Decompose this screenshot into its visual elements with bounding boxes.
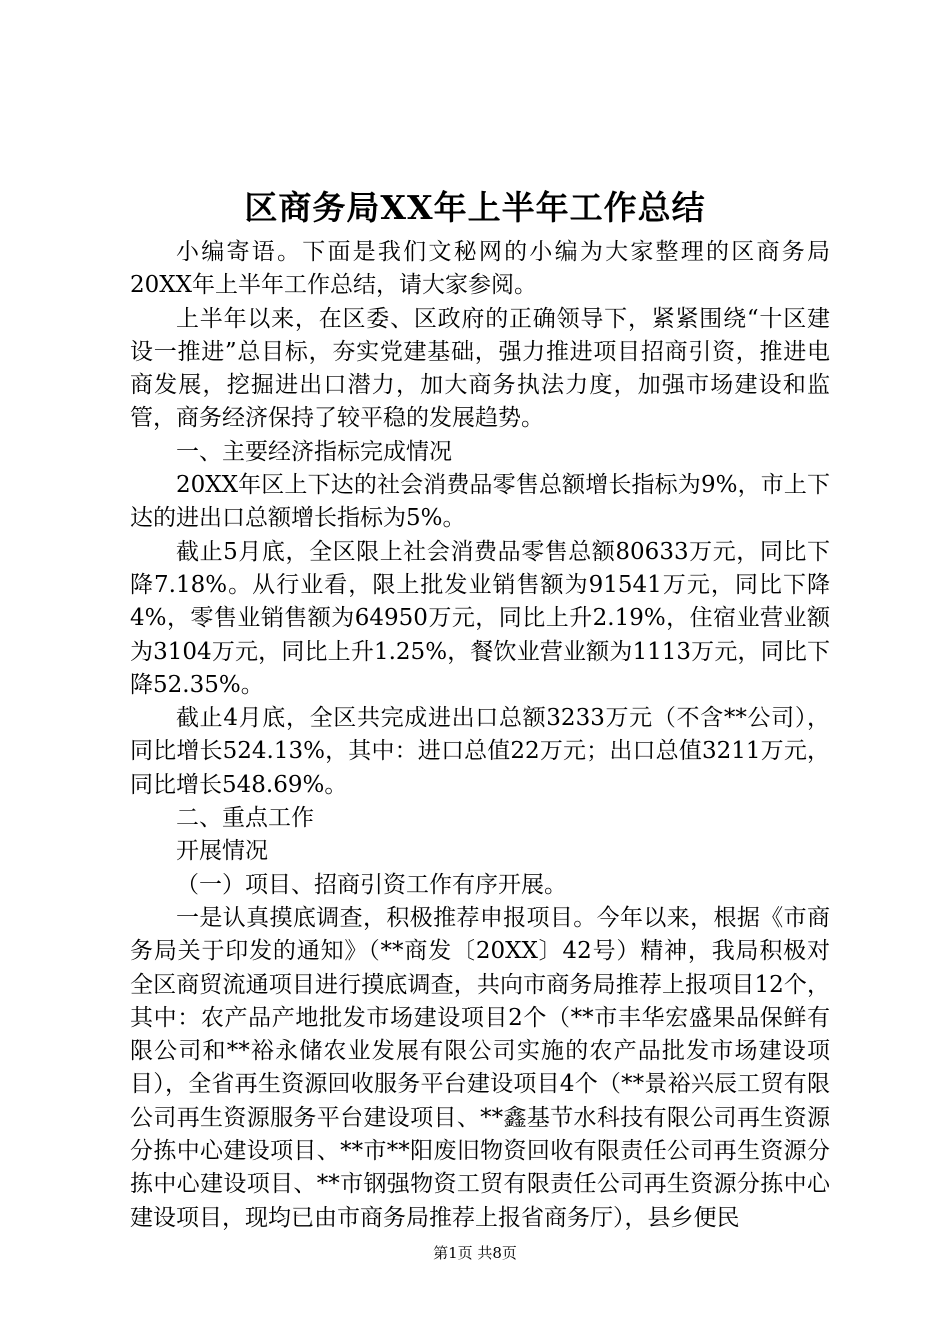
document-title: 区商务局XX年上半年工作总结 bbox=[244, 188, 706, 227]
paragraph-targets: 20XX年区上下达的社会消费品零售总额增长指标为9%，市上下达的进出口总额增长指标为5%。 bbox=[130, 472, 830, 532]
heading-section-1: 一、主要经济指标完成情况 bbox=[176, 438, 452, 465]
heading-subsection-1: （一）项目、招商引资工作有序开展。 bbox=[176, 871, 567, 898]
heading-section-2-cont: 开展情况 bbox=[176, 838, 268, 865]
paragraph-intro: 小编寄语。下面是我们文秘网的小编为大家整理的区商务局20XX年上半年工作总结，请大家参阅。 bbox=[130, 239, 830, 299]
page-footer: 第1页 共8页 bbox=[433, 1244, 517, 1262]
heading-section-2: 二、重点工作 bbox=[176, 805, 314, 832]
paragraph-projects: 一是认真摸底调查，积极推荐申报项目。今年以来，根据《市商务局关于印发的通知》（**商发〔20XX〕42号）精神，我局积极对全区商贸流通项目进行摸底调查，共向市商务局推荐上报项目12个，其中：农产品产地批发市场建设项目2个（**市丰华宏盛果品保鲜有限公司和**裕永储农业发展有限公司实施的农产品批发市场建设项目），全省再生资源回收服务平台建设项目4个（**景裕兴辰工贸有限公司再生资源服务平台建设项目、**鑫基节水科技有限公司再生资源分拣中心建设项目、**市**阳废旧物资回收有限责任公司再生资源分拣中心建设项目、**市钢强物资工贸有限责任公司再生资源分拣中心建设项目，现均已由市商务局推荐上报省商务厅），县乡便民 bbox=[130, 904, 830, 1231]
document-body bbox=[130, 236, 830, 1235]
paragraph-overview: 上半年以来，在区委、区政府的正确领导下，紧紧围绕“十区建设一推进”总目标，夯实党建基础，强力推进项目招商引资，推进电商发展，挖掘进出口潜力，加大商务执法力度，加强市场建设和监管，商务经济保持了较平稳的发展趋势。 bbox=[130, 305, 830, 432]
paragraph-import-export: 截止4月底，全区共完成进出口总额3233万元（不含**公司），同比增长524.13%，其中：进口总值22万元；出口总值3211万元，同比增长548.69%。 bbox=[130, 705, 830, 798]
paragraph-retail-sales: 截止5月底，全区限上社会消费品零售总额80633万元，同比下降7.18%。从行业看，限上批发业销售额为91541万元，同比下降4%，零售业销售额为64950万元，同比上升2.19%，住宿业营业额为3104万元，同比上升1.25%，餐饮业营业额为1113万元，同比下降52.35%。 bbox=[130, 538, 830, 698]
